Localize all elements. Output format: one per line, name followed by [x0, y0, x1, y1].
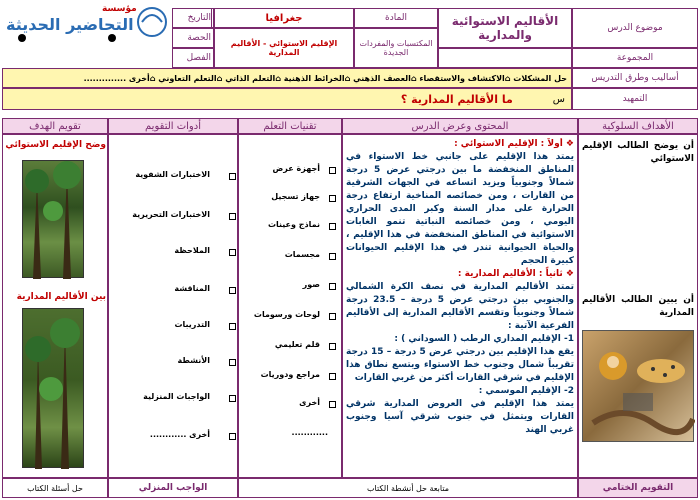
tech-label: قلم تعليمي	[274, 340, 320, 349]
col-tools: أدوات التقويم	[108, 118, 238, 134]
tech-label: مراجع ودوريات	[260, 370, 320, 379]
tech-item[interactable]	[325, 312, 336, 321]
intro-label: التمهيد	[572, 88, 698, 110]
col-content: المحتوى وعرض الدرس	[342, 118, 578, 134]
tool-item[interactable]	[225, 286, 236, 295]
tool-label: التدريبات	[174, 320, 210, 329]
intro-s: س	[552, 93, 565, 105]
tool-item[interactable]	[225, 248, 236, 257]
methods-value	[2, 68, 572, 88]
col-objectives: الأهداف السلوكية	[578, 118, 698, 134]
section1-text: يمتد هذا الإقليم على جانبي خط الاستواء في المناطق المنخفضة ما بين درجتي عرض 5 درجة شمالاً وجنوبياً ويزيد اتساعه في الجهات الشرقية من القارات ، ومن خصائصه المناخية ارتفاع درجة الحرارة على مدار السنة وكبر المدى الحراري اليومي ، ومن خصائصه النباتية تنمو الغابات الاستوائية في المناطق المنخفضة في هذا الإقليم ، والحياة الحيوانية تندر في هذا الإقليم الحيوانات كبيرة الحجم	[346, 152, 574, 266]
checkbox[interactable]	[329, 283, 336, 290]
lesson-value: الإقليم الاستوائي - الأقاليم المدارية	[214, 28, 354, 68]
checkbox[interactable]	[229, 395, 236, 402]
tech-item[interactable]	[325, 372, 336, 381]
section2a-text: يقع هذا الإقليم بين درجتي عرض 5 درجة – 15 درجة تقريباً شمال وجنوب خط الاستواء ويتسع نطاق هذا الإقليم في شرقي القارات أكثر من غربي القارات	[346, 347, 574, 383]
objective-2: أن يبين الطالب الأقاليم المدارية	[582, 295, 694, 318]
logo-line2: التحاضير الحديثة	[6, 15, 134, 34]
subject-label: المادة	[354, 8, 438, 28]
tech-label: جهاز تسجيل	[271, 192, 320, 201]
tool-item[interactable]	[225, 394, 236, 403]
tech-dots: ............	[291, 428, 328, 437]
checkbox[interactable]	[329, 313, 336, 320]
tool-label: الواجبات المنزلية	[143, 392, 210, 401]
tech-item[interactable]	[325, 166, 336, 175]
checkbox[interactable]	[329, 223, 336, 230]
section2a-title: 1- الإقليم المداري الرطب ( السوداني ) :	[394, 334, 574, 344]
tech-body	[238, 134, 342, 478]
tool-item[interactable]	[225, 212, 236, 221]
tech-label: نماذج وعينات	[267, 220, 320, 229]
tech-label: أخرى	[299, 398, 320, 407]
date-label: التاريخ	[172, 8, 214, 28]
checkbox[interactable]	[229, 433, 236, 440]
section1-title: ❖ أولاً : الإقليم الاستوائي :	[454, 139, 574, 149]
group-value-cell	[438, 48, 572, 68]
tool-item[interactable]	[225, 432, 236, 441]
methods-text: حل المشكلات ⌂الاكتشاف والاستقصاء ⌂العصف الذهني ⌂الخرائط الذهنية ⌂التعلم الذاتي ⌂التعلم التعاوني ⌂أخرى ..............	[83, 73, 567, 83]
concepts-label: المكتسبات والمفردات الجديدة	[354, 28, 438, 68]
methods-label: أساليب وطرق التدريس	[572, 68, 698, 88]
tool-label: أخرى ............	[149, 430, 210, 439]
section2b-title: 2- الإقليم الموسمي :	[478, 386, 574, 396]
col-tech: تقنيات التعلم	[238, 118, 342, 134]
checkbox[interactable]	[329, 167, 336, 174]
checkbox[interactable]	[229, 359, 236, 366]
intro-value	[2, 88, 572, 110]
section2b-text: يمتد هذا الإقليم في العروض المدارية شرقي القارات ويتمثل في جنوب شرقي آسيا وجنوب غربي الهند	[346, 399, 574, 435]
footer-homework: الواجب المنزلي	[108, 478, 238, 498]
tech-item[interactable]	[325, 342, 336, 351]
period-label: الحصة	[172, 28, 214, 48]
tech-label: لوحات ورسومات	[253, 310, 320, 319]
animals-icon	[583, 331, 695, 443]
tool-item[interactable]	[225, 358, 236, 367]
tree-icon	[23, 161, 85, 279]
footer-book-activity: متابعة حل أنشطة الكتاب	[238, 478, 578, 498]
footer-final: التقويم الختامي	[578, 478, 698, 498]
checkbox[interactable]	[229, 213, 236, 220]
tech-item[interactable]	[325, 222, 336, 231]
tool-label: الأنشطة	[177, 356, 210, 365]
section2-title: ❖ ثانياً : الأقاليم المدارية :	[457, 269, 574, 279]
checkbox[interactable]	[329, 373, 336, 380]
tools-body	[108, 134, 238, 478]
tech-item[interactable]	[325, 252, 336, 261]
tool-item[interactable]	[225, 172, 236, 181]
checkbox[interactable]	[329, 401, 336, 408]
group-label: المجموعة	[572, 48, 698, 68]
footer-book-questions: حل أسئلة الكتاب	[2, 478, 108, 498]
objective-1: أن يوضح الطالب الإقليم الاستوائي	[582, 141, 694, 164]
tech-item[interactable]	[325, 194, 336, 203]
tech-item[interactable]	[325, 400, 336, 409]
goal-eval-1: وضح الإقليم الاستوائي	[5, 140, 106, 150]
checkbox[interactable]	[229, 249, 236, 256]
tech-label: صور	[302, 280, 320, 289]
main-title: الأقاليم الاستوائية والمدارية	[438, 8, 572, 48]
animals-image	[582, 330, 694, 442]
logo-line1: مؤسسة	[102, 4, 137, 14]
checkbox[interactable]	[229, 173, 236, 180]
forest-image	[22, 160, 84, 278]
logo	[2, 2, 172, 44]
checkbox[interactable]	[229, 287, 236, 294]
subject-value: جغرافيا	[214, 8, 354, 28]
class-label: الفصل	[172, 48, 214, 68]
intro-question: ما الأقاليم المدارية ؟	[400, 92, 513, 106]
tech-label: أجهزة عرض	[272, 164, 320, 173]
checkbox[interactable]	[329, 253, 336, 260]
checkbox[interactable]	[329, 343, 336, 350]
checkbox[interactable]	[329, 195, 336, 202]
forest-image-2	[22, 308, 84, 468]
goal-eval-2: بين الأقاليم المدارية	[16, 292, 106, 302]
tool-label: المناقشة	[174, 284, 210, 293]
tool-label: الاختبارات التحريرية	[132, 210, 210, 219]
checkbox[interactable]	[229, 323, 236, 330]
tool-label: الملاحظة	[174, 246, 210, 255]
tech-item[interactable]	[325, 282, 336, 291]
tech-label: مجسمات	[284, 250, 320, 259]
topic-label: موضوع الدرس	[572, 8, 698, 48]
tree-icon-2	[23, 309, 85, 469]
section2-text: تمتد الأقاليم المدارية في نصف الكرة الشمالي والجنوبي بين درجتي عرض 5 درجة – 23.5 درجة شمالاً وجنوبياً وتقسم الأقاليم المدارية إلى الأقاليم الفرعية الآتية :	[346, 282, 574, 331]
col-goal-eval: تقويم الهدف	[2, 118, 108, 134]
content-text	[346, 138, 574, 476]
tool-item[interactable]	[225, 322, 236, 331]
tool-label: الاختبارات الشفوية	[135, 170, 210, 179]
